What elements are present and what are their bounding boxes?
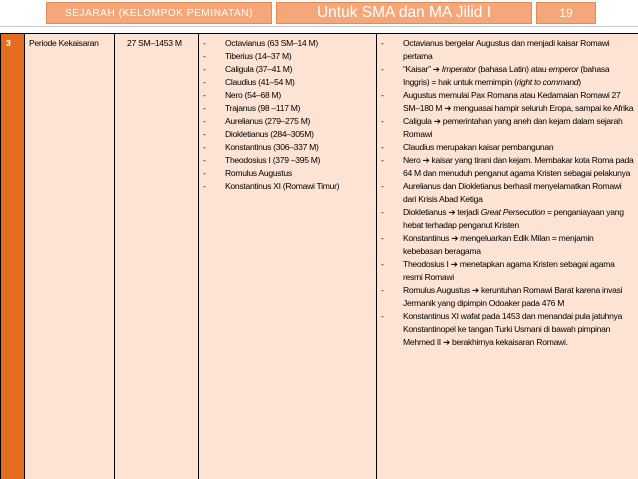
desc-text: mengeluarkan Edik Milan = menjamin kebebasan beragama	[403, 233, 594, 256]
row-number: 3	[6, 38, 11, 48]
arrow-icon: ➔	[433, 116, 441, 126]
desc-text: Theodosius I	[403, 259, 451, 269]
list-item: - Theodosius I (379 –395 M)	[199, 154, 376, 167]
arrow-icon: ➔	[471, 285, 479, 295]
list-item: - Octavianus (63 SM–14 M)	[199, 37, 376, 50]
desc-term: Imperator	[439, 64, 476, 74]
desc-text: keruntuhan Romawi Barat karena invasi Jermanik yang dipimpin Odoaker pada 476 M	[403, 285, 623, 308]
emperors-cell	[199, 34, 377, 479]
desc-text: Konstantinus	[403, 233, 452, 243]
arrow-icon: ➔	[444, 103, 452, 113]
list-item	[377, 232, 638, 258]
desc-text: “Kaisar”	[403, 64, 433, 74]
desc-text: kaisar yang tirani dan kejam. Membakar kota Roma pada 64 M dan menuduh penganut agama Kristen sebagai pelakunya	[403, 155, 634, 178]
desc-text: )	[578, 77, 581, 87]
desc-text: Augustus memulai Pax Romana atau Kedamaian Romawi 27 SM–180 M	[403, 90, 621, 113]
list-item	[377, 154, 638, 180]
list-item: - Konstantinus XI (Romawi Timur)	[199, 180, 376, 193]
row-number-cell	[1, 34, 25, 479]
list-item	[377, 180, 638, 206]
desc-text: berakhirnya kekaisaran Romawi.	[449, 337, 568, 347]
page-header	[0, 0, 638, 27]
desc-text: terjadi	[455, 207, 481, 217]
list-item	[377, 258, 638, 284]
list-item: - Tiberius (14–37 M)	[199, 50, 376, 63]
arrow-icon: ➔	[448, 207, 456, 217]
list-item: - Claudius (41–54 M)	[199, 76, 376, 89]
list-item: - Trajanus (98 –117 M)	[199, 102, 376, 115]
list-item: - Nero (54–68 M)	[199, 89, 376, 102]
list-item	[377, 63, 638, 89]
list-item	[377, 206, 638, 232]
emperor-list	[199, 34, 376, 193]
arrow-icon: ➔	[422, 155, 430, 165]
desc-text: Romulus Augustus	[403, 285, 472, 295]
desc-text: Konstantinus XI wafat pada 1453 dan menandai pula jatuhnya Konstantinopel ke tangan Turki Usmani di bawah pimpinan Mehmed II	[403, 311, 623, 347]
desc-term: emperor	[548, 64, 579, 74]
desc-text: Caligula	[403, 116, 434, 126]
desc-text: Claudius merupakan kaisar pembangunan	[403, 142, 554, 152]
desc-term: right to command	[516, 77, 579, 87]
subject-label: SEJARAH (KELOMPOK PEMINATAN)	[46, 2, 272, 24]
description-list	[377, 34, 638, 349]
period-cell	[25, 34, 115, 479]
arrow-icon: ➔	[451, 233, 459, 243]
desc-text: (bahasa Latin) atau	[475, 64, 549, 74]
desc-text: pemerintahan yang aneh dan kejam dalam sejarah Romawi	[403, 116, 623, 139]
list-item	[377, 89, 638, 115]
desc-text: = penganiayaan yang hebat terhadap penganut Kristen	[403, 207, 624, 230]
date-cell	[115, 34, 199, 479]
list-item	[377, 284, 638, 310]
book-title: Untuk SMA dan MA Jilid I	[276, 2, 532, 24]
period-name: Periode Kekaisaran	[29, 38, 99, 48]
date-range: 27 SM–1453 M	[127, 38, 182, 48]
desc-text: Aurelianus dan Diokletianus berhasil menyelamatkan Romawi dari Krisis Abad Ketiga	[403, 181, 622, 204]
list-item: - Diokletianus (284–305M)	[199, 128, 376, 141]
arrow-icon: ➔	[432, 64, 440, 74]
desc-term: Great Persecution	[480, 207, 545, 217]
history-table	[0, 33, 638, 479]
desc-text: menetapkan agama Kristen sebagai agama resmi Romawi	[403, 259, 615, 282]
list-item: - Romulus Augustus	[199, 167, 376, 180]
arrow-icon: ➔	[443, 337, 450, 347]
desc-text: (bahasa Inggris) = hak untuk memimpin (	[403, 64, 610, 87]
page-number: 19	[536, 2, 596, 24]
desc-text: menguasai hampir seluruh Eropa, sampai ke Afrika	[451, 103, 634, 113]
arrow-icon: ➔	[450, 259, 458, 269]
list-item: - Konstantinus (306–337 M)	[199, 141, 376, 154]
desc-text: Octavianus bergelar Augustus dan menjadi kaisar Romawi pertama	[403, 38, 610, 61]
list-item: - Caligula (37–41 M)	[199, 63, 376, 76]
list-item	[377, 310, 638, 349]
desc-text: Nero	[403, 155, 423, 165]
description-cell	[377, 34, 638, 479]
list-item	[377, 37, 638, 63]
list-item: - Aurelianus (279–275 M)	[199, 115, 376, 128]
list-item	[377, 141, 638, 154]
desc-text: Diokletianus	[403, 207, 449, 217]
list-item	[377, 115, 638, 141]
